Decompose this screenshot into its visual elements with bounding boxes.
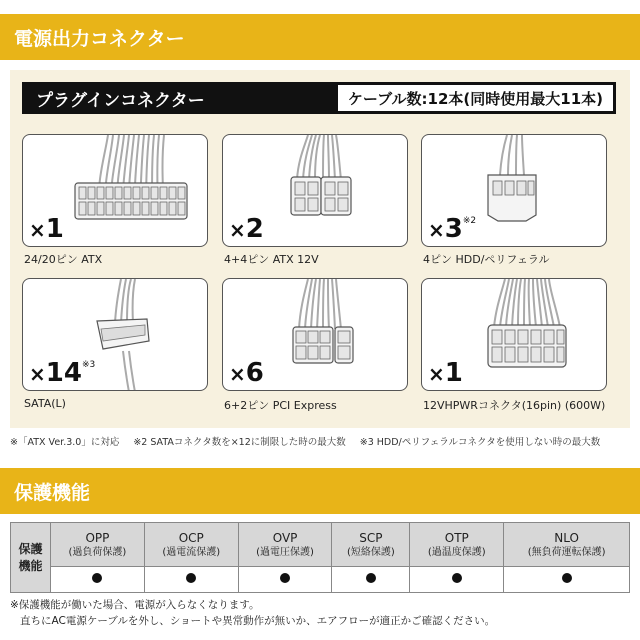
supported-dot-icon bbox=[280, 573, 290, 583]
connector-quantity: ×2 bbox=[229, 214, 264, 244]
supported-dot-icon bbox=[452, 573, 462, 583]
supported-dot-icon bbox=[562, 573, 572, 583]
panel-title: プラグインコネクター bbox=[36, 90, 205, 111]
protection-cell bbox=[504, 567, 630, 593]
connector-quantity: ×1 bbox=[29, 214, 64, 244]
protection-table bbox=[10, 522, 630, 593]
protection-cell bbox=[332, 567, 410, 593]
connector-caption: 12VHPWRコネクタ(16pin) (600W) bbox=[423, 399, 606, 412]
panel-header bbox=[22, 82, 616, 114]
connector-quantity: $\times 3^{※2}$ bbox=[428, 214, 477, 244]
supported-dot-icon bbox=[366, 573, 376, 583]
footnote: ※3 HDD/ペリフェラルコネクタを使用しない時の最大数 bbox=[359, 437, 601, 448]
protection-row-label: 保護 機能 bbox=[11, 523, 51, 593]
connector-card-peripheral bbox=[421, 134, 607, 247]
connector-caption: 24/20ピン ATX bbox=[24, 253, 103, 266]
section-title-connectors: 電源出力コネクター bbox=[0, 14, 640, 60]
protection-notes bbox=[10, 598, 495, 630]
connector-quantity: ×1 bbox=[428, 358, 463, 388]
protection-col-nlo: NLO (無負荷運転保護) bbox=[504, 523, 630, 567]
protection-cell bbox=[144, 567, 238, 593]
connector-caption: 6+2ピン PCI Express bbox=[224, 399, 337, 412]
footnote: ※「ATX Ver.3.0」に対応 bbox=[10, 437, 120, 448]
connector-caption: SATA(L) bbox=[24, 397, 66, 410]
protection-cell bbox=[410, 567, 504, 593]
connector-card-atx12v bbox=[222, 134, 408, 247]
cable-count-label: ケーブル数:12本(同時使用最大11本) bbox=[336, 83, 615, 113]
connector-quantity: $\times 14^{※3}$ bbox=[29, 358, 96, 388]
footnote: ※2 SATAコネクタ数を×12に制限した時の最大数 bbox=[133, 437, 346, 448]
protection-col-otp: OTP (過温度保護) bbox=[410, 523, 504, 567]
protection-col-ocp: OCP (過電流保護) bbox=[144, 523, 238, 567]
note-line: 直ちにAC電源ケーブルを外し、ショートや異常動作が無いか、エアフローが適正かご確認ください。 bbox=[20, 614, 496, 627]
protection-cell bbox=[238, 567, 332, 593]
connector-caption: 4ピン HDD/ペリフェラル bbox=[423, 253, 550, 266]
protection-col-opp: OPP (過負荷保護) bbox=[51, 523, 145, 567]
supported-dot-icon bbox=[92, 573, 102, 583]
protection-col-ovp: OVP (過電圧保護) bbox=[238, 523, 332, 567]
connector-card-pcie bbox=[222, 278, 408, 391]
protection-cell bbox=[51, 567, 145, 593]
supported-dot-icon bbox=[186, 573, 196, 583]
protection-col-scp: SCP (短絡保護) bbox=[332, 523, 410, 567]
connector-card-sata bbox=[22, 278, 208, 391]
note-line: ※保護機能が働いた場合、電源が入らなくなります。 bbox=[10, 599, 260, 611]
footnotes bbox=[10, 434, 630, 448]
connector-caption: 4+4ピン ATX 12V bbox=[224, 253, 319, 266]
connector-card-atx bbox=[22, 134, 208, 247]
connector-quantity: ×6 bbox=[229, 358, 264, 388]
connector-card-12vhpwr bbox=[421, 278, 607, 391]
section-title-protection: 保護機能 bbox=[0, 468, 640, 514]
